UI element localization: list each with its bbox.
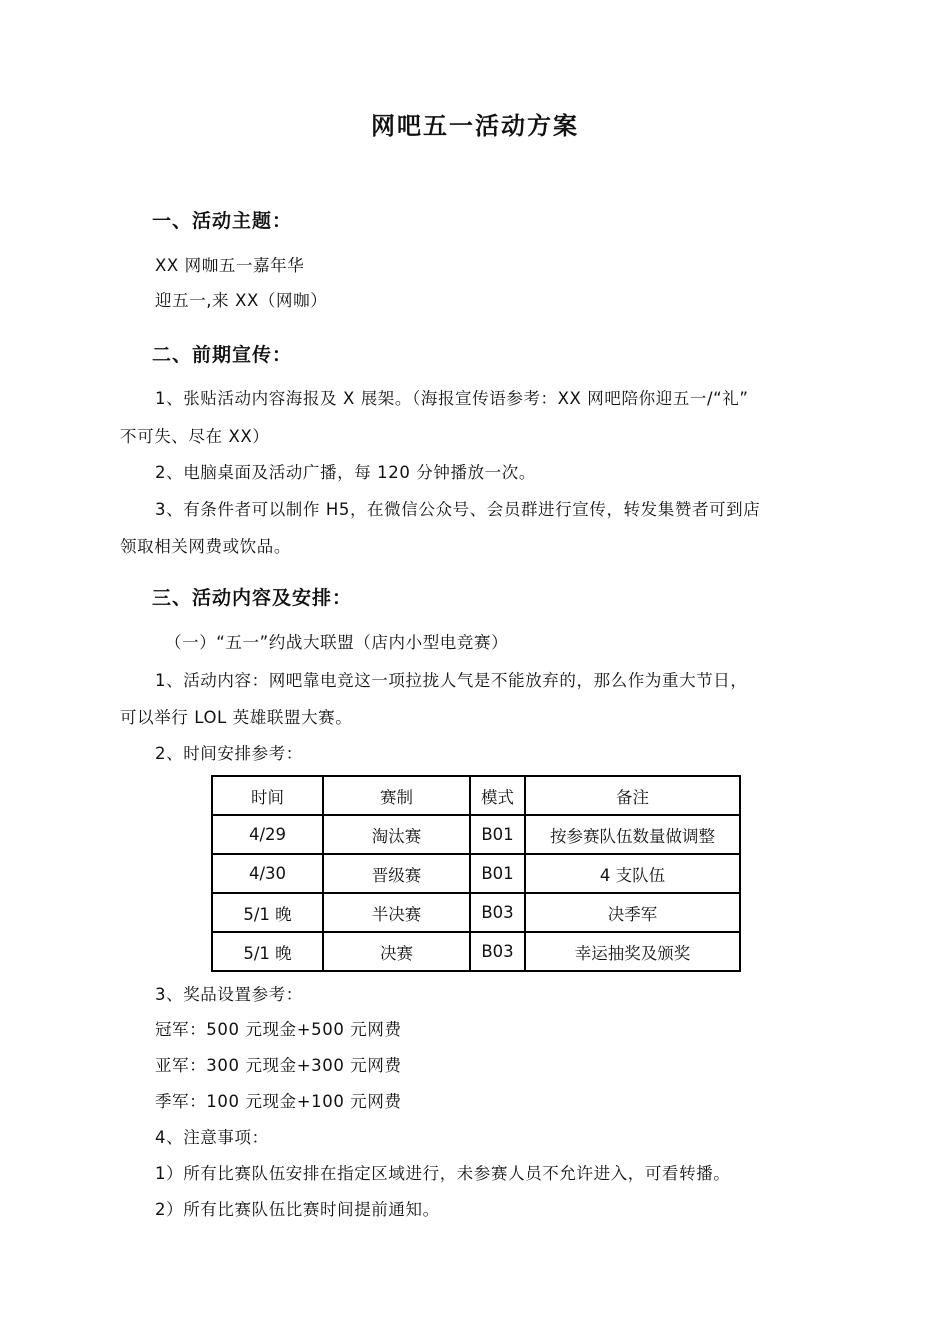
note-2: 2）所有比赛队伍比赛时间提前通知。: [155, 1200, 440, 1219]
prize-third: 季军：100 元现金+100 元网费: [155, 1092, 402, 1111]
table-header-cell: 模式: [470, 776, 525, 815]
table-header-cell: 赛制: [323, 776, 470, 815]
activity-item-3: 3、奖品设置参考：: [155, 985, 303, 1004]
table-header-cell: 时间: [212, 776, 323, 815]
table-cell: 4/30: [212, 854, 323, 893]
theme-line-1: XX 网咖五一嘉年华: [155, 256, 305, 275]
activity-item-4: 4、注意事项：: [155, 1128, 269, 1147]
table-row: [212, 893, 740, 932]
section-2-heading: 二、前期宣传：: [152, 344, 293, 366]
activity-subheading: （一）“五一”约战大联盟（店内小型电竞赛）: [165, 633, 509, 652]
note-1: 1）所有比赛队伍安排在指定区域进行，未参赛人员不允许进入，可看转播。: [155, 1164, 731, 1183]
section-1-heading: 一、活动主题：: [152, 210, 293, 232]
schedule-table: [211, 775, 741, 972]
promo-item-3-line-2: 领取相关网费或饮品。: [120, 537, 291, 556]
table-cell: 决季军: [525, 893, 740, 932]
table-cell: 淘汰赛: [323, 815, 470, 854]
promo-item-2: 2、电脑桌面及活动广播，每 120 分钟播放一次。: [155, 463, 536, 482]
table-header-cell: 备注: [525, 776, 740, 815]
table-row: [212, 815, 740, 854]
promo-item-3-line-1: 3、有条件者可以制作 H5，在微信公众号、会员群进行宣传，转发集赞者可到店: [155, 500, 761, 519]
table-cell: 半决赛: [323, 893, 470, 932]
table-cell: B01: [470, 815, 525, 854]
table-cell: B03: [470, 932, 525, 971]
prize-champion: 冠军：500 元现金+500 元网费: [155, 1020, 402, 1039]
table-cell: 5/1 晚: [212, 932, 323, 971]
table-cell: 决赛: [323, 932, 470, 971]
activity-item-1-line-1: 1、活动内容：网吧靠电竞这一项拉拢人气是不能放弃的，那么作为重大节日，: [155, 671, 748, 690]
table-cell: 按参赛队伍数量做调整: [525, 815, 740, 854]
page-title: 网吧五一活动方案: [371, 111, 579, 140]
section-3-heading: 三、活动内容及安排：: [152, 587, 353, 609]
table-cell: 幸运抽奖及颁奖: [525, 932, 740, 971]
activity-item-2: 2、时间安排参考：: [155, 744, 303, 763]
table-cell: 晋级赛: [323, 854, 470, 893]
table-header-row: [212, 776, 740, 815]
promo-item-1-line-1: 1、张贴活动内容海报及 X 展架。（海报宣传语参考：XX 网吧陪你迎五一/“礼”: [155, 389, 749, 408]
prize-runner-up: 亚军：300 元现金+300 元网费: [155, 1056, 402, 1075]
promo-item-1-line-2: 不可失、尽在 XX）: [120, 427, 270, 446]
activity-item-1-line-2: 可以举行 LOL 英雄联盟大赛。: [120, 708, 353, 727]
table-cell: B03: [470, 893, 525, 932]
theme-line-2: 迎五一,来 XX（网咖）: [155, 291, 328, 310]
table-cell: 4 支队伍: [525, 854, 740, 893]
table-row: [212, 854, 740, 893]
table-cell: 5/1 晚: [212, 893, 323, 932]
table-cell: 4/29: [212, 815, 323, 854]
table-cell: B01: [470, 854, 525, 893]
table-row: [212, 932, 740, 971]
